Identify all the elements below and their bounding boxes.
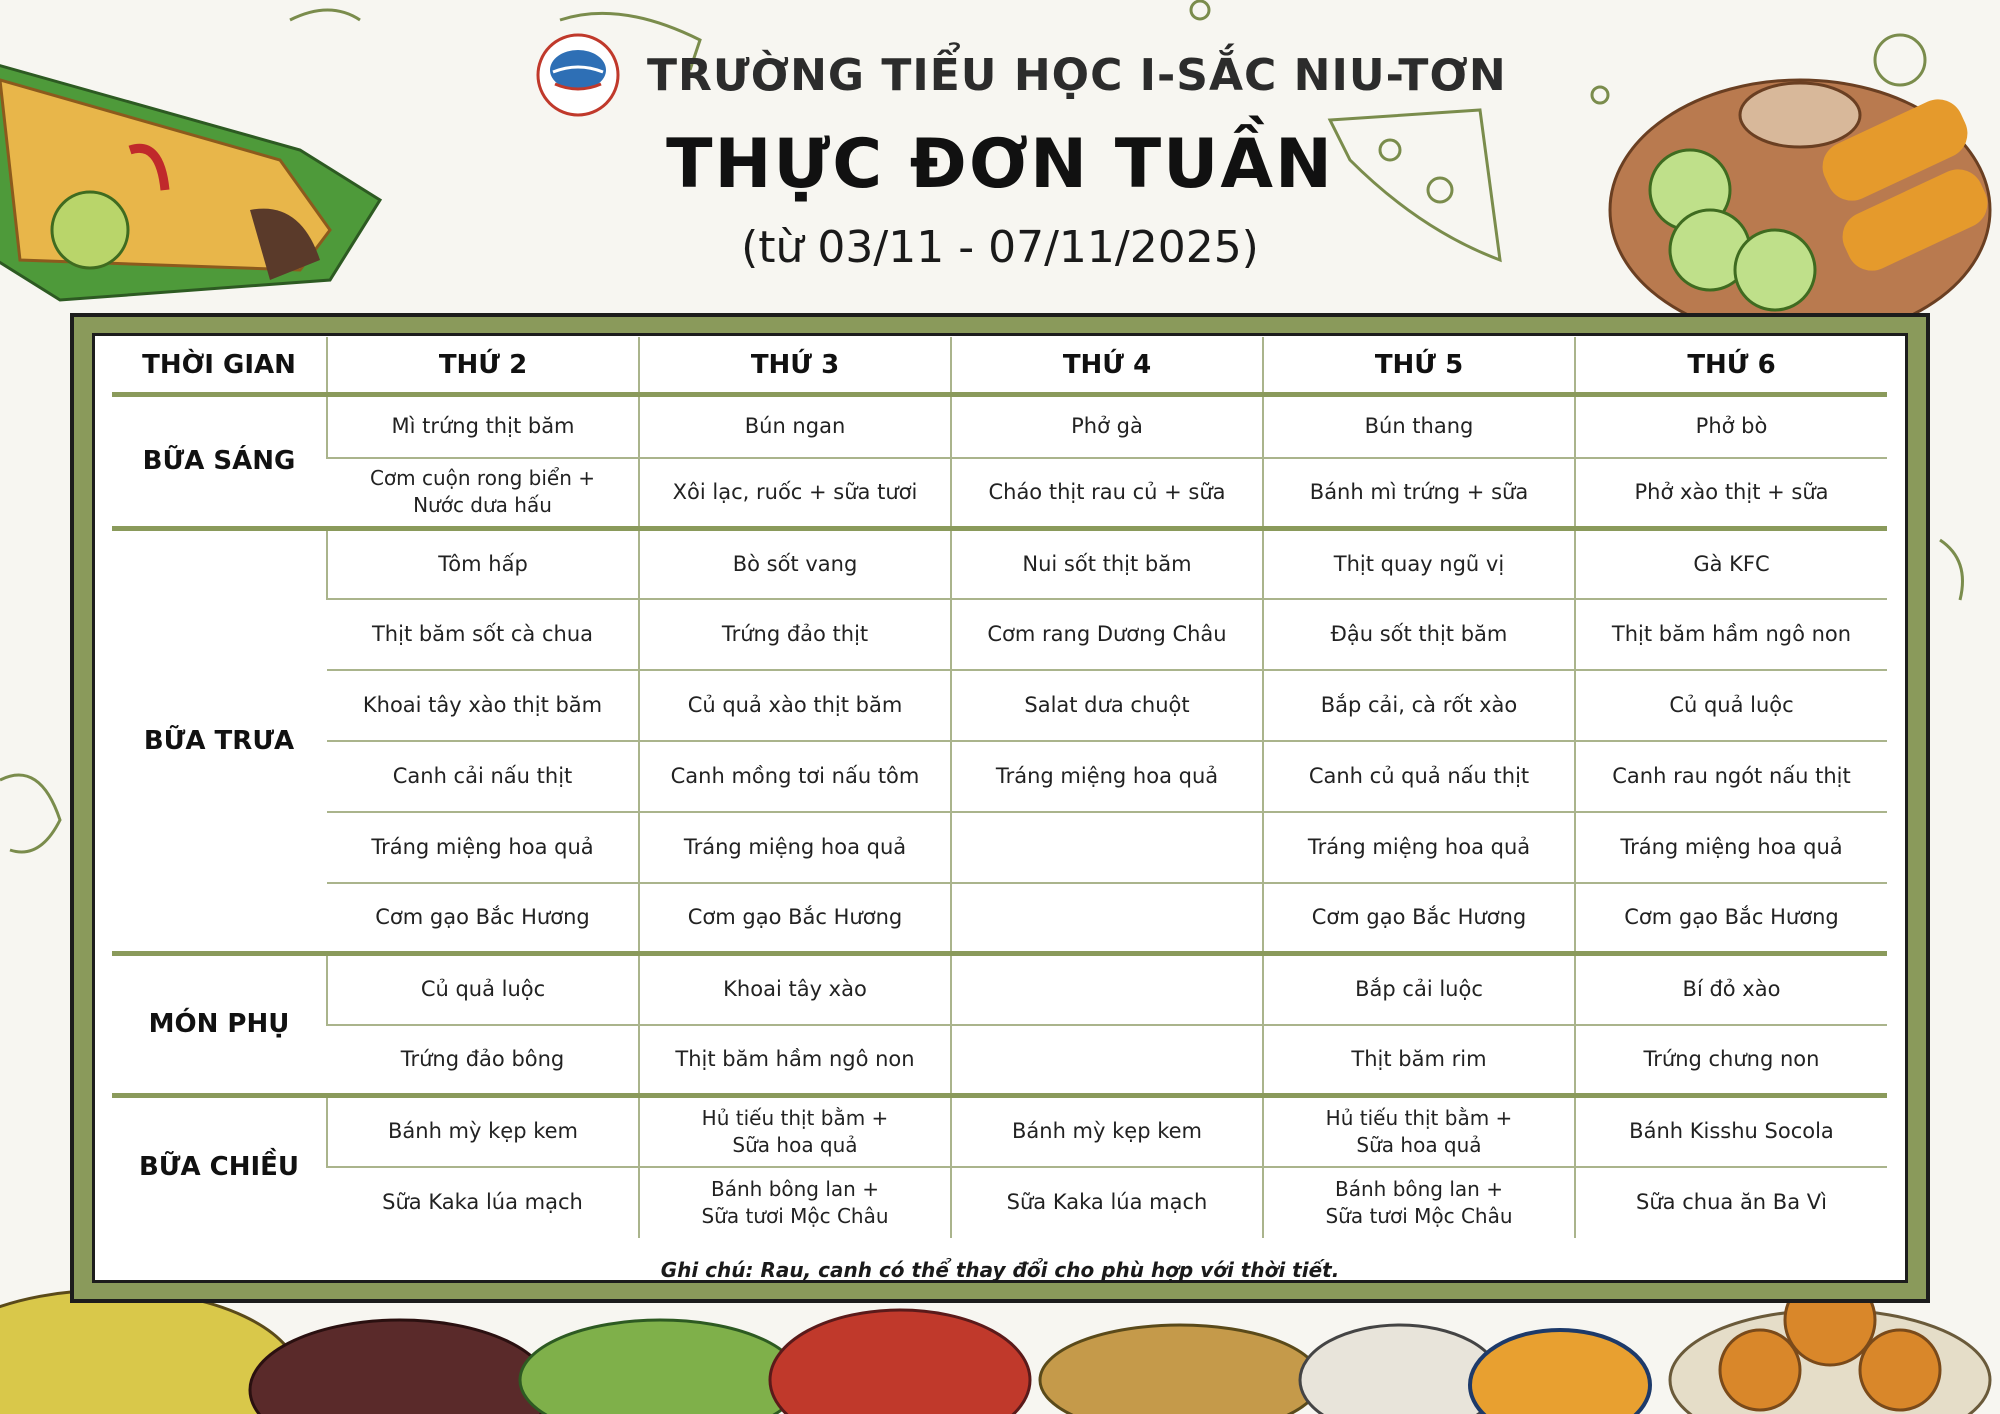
side-dish-label: MÓN PHỤ — [112, 954, 327, 1096]
menu-cell-wednesday: Nui sốt thịt băm — [951, 529, 1263, 599]
menu-cell-wednesday: Bánh mỳ kẹp kem — [951, 1096, 1263, 1167]
breakfast-label: BỮA SÁNG — [112, 395, 327, 529]
menu-cell-thursday: Hủ tiếu thịt bằm + Sữa hoa quả — [1263, 1096, 1575, 1167]
breakfast-row — [112, 458, 1887, 529]
menu-cell-friday: Gà KFC — [1575, 529, 1887, 599]
menu-cell-wednesday — [951, 812, 1263, 883]
header-tuesday: THỨ 3 — [639, 337, 951, 395]
header-time: THỜI GIAN — [112, 337, 327, 395]
menu-cell-thursday: Đậu sốt thịt băm — [1263, 599, 1575, 670]
menu-cell-monday: Mì trứng thịt băm — [327, 395, 639, 458]
menu-cell-thursday: Bắp cải luộc — [1263, 954, 1575, 1025]
menu-cell-friday: Bí đỏ xào — [1575, 954, 1887, 1025]
menu-cell-thursday: Tráng miệng hoa quả — [1263, 812, 1575, 883]
menu-cell-friday: Củ quả luộc — [1575, 670, 1887, 741]
menu-cell-wednesday: Salat dưa chuột — [951, 670, 1263, 741]
menu-cell-monday: Khoai tây xào thịt băm — [327, 670, 639, 741]
menu-cell-monday: Trứng đảo bông — [327, 1025, 639, 1096]
header-wednesday: THỨ 4 — [951, 337, 1263, 395]
menu-cell-tuesday: Canh mồng tơi nấu tôm — [639, 741, 951, 812]
menu-cell-wednesday: Sữa Kaka lúa mạch — [951, 1167, 1263, 1238]
menu-cell-monday: Tráng miệng hoa quả — [327, 812, 639, 883]
menu-cell-monday: Tôm hấp — [327, 529, 639, 599]
menu-cell-tuesday: Xôi lạc, ruốc + sữa tươi — [639, 458, 951, 529]
menu-cell-tuesday: Khoai tây xào — [639, 954, 951, 1025]
lunch-row — [112, 812, 1887, 883]
menu-cell-tuesday: Thịt băm hầm ngô non — [639, 1025, 951, 1096]
lunch-row — [112, 741, 1887, 812]
menu-cell-wednesday — [951, 1025, 1263, 1096]
menu-cell-wednesday: Cơm rang Dương Châu — [951, 599, 1263, 670]
menu-cell-monday: Củ quả luộc — [327, 954, 639, 1025]
menu-cell-tuesday: Trứng đảo thịt — [639, 599, 951, 670]
breakfast-row — [112, 395, 1887, 458]
menu-cell-wednesday: Tráng miệng hoa quả — [951, 741, 1263, 812]
menu-cell-tuesday: Củ quả xào thịt băm — [639, 670, 951, 741]
menu-cell-friday: Thịt băm hầm ngô non — [1575, 599, 1887, 670]
date-range: (từ 03/11 - 07/11/2025) — [741, 222, 1259, 273]
page-title: THỰC ĐƠN TUẦN — [666, 125, 1334, 204]
menu-cell-friday: Bánh Kisshu Socola — [1575, 1096, 1887, 1167]
school-name: TRƯỜNG TIỂU HỌC I-SẮC NIU-TƠN — [647, 49, 1507, 101]
menu-cell-thursday: Thịt băm rim — [1263, 1025, 1575, 1096]
menu-cell-tuesday: Tráng miệng hoa quả — [639, 812, 951, 883]
menu-cell-friday: Sữa chua ăn Ba Vì — [1575, 1167, 1887, 1238]
menu-cell-tuesday: Hủ tiếu thịt bằm + Sữa hoa quả — [639, 1096, 951, 1167]
school-logo-icon — [535, 32, 621, 118]
menu-cell-monday: Sữa Kaka lúa mạch — [382, 1190, 583, 1214]
menu-cell-monday: Thịt băm sốt cà chua — [327, 599, 639, 670]
header — [0, 0, 2000, 300]
menu-cell-tuesday: Bánh bông lan + Sữa tươi Mộc Châu — [639, 1167, 951, 1238]
menu-cell-monday: Cơm cuộn rong biển + Nước dưa hấu — [327, 458, 639, 529]
lunch-row — [112, 599, 1887, 670]
menu-cell-tuesday: Bún ngan — [639, 395, 951, 458]
footnote: Ghi chú: Rau, canh có thể thay đổi cho phù hợp với thời tiết. — [660, 1258, 1340, 1282]
afternoon-row — [112, 1167, 1887, 1238]
menu-cell-wednesday — [951, 883, 1263, 954]
menu-cell-friday: Phở bò — [1575, 395, 1887, 458]
menu-cell-thursday: Bún thang — [1263, 395, 1575, 458]
menu-cell-thursday: Bánh mì trứng + sữa — [1263, 458, 1575, 529]
header-monday: THỨ 2 — [327, 337, 639, 395]
menu-cell-friday: Tráng miệng hoa quả — [1575, 812, 1887, 883]
menu-cell-friday: Trứng chưng non — [1575, 1025, 1887, 1096]
menu-cell-wednesday: Cháo thịt rau củ + sữa — [951, 458, 1263, 529]
menu-cell-thursday: Bánh bông lan + Sữa tươi Mộc Châu — [1263, 1167, 1575, 1238]
menu-cell-friday: Cơm gạo Bắc Hương — [1575, 883, 1887, 954]
lunch-row — [112, 529, 1887, 599]
menu-cell-tuesday: Bò sốt vang — [639, 529, 951, 599]
menu-cell-wednesday: Phở gà — [951, 395, 1263, 458]
menu-cell-monday: Cơm gạo Bắc Hương — [327, 883, 639, 954]
afternoon-label: BỮA CHIỀU — [138, 1152, 300, 1183]
lunch-row — [112, 670, 1887, 741]
menu-cell-thursday: Cơm gạo Bắc Hương — [1263, 883, 1575, 954]
menu-cell-friday: Canh rau ngót nấu thịt — [1575, 741, 1887, 812]
header-thursday: THỨ 5 — [1263, 337, 1575, 395]
menu-table — [112, 337, 1887, 1238]
header-friday: THỨ 6 — [1575, 337, 1887, 395]
menu-cell-thursday: Canh củ quả nấu thịt — [1263, 741, 1575, 812]
menu-cell-monday: Bánh mỳ kẹp kem — [327, 1096, 639, 1167]
header-row — [112, 337, 1887, 395]
menu-cell-tuesday: Cơm gạo Bắc Hương — [639, 883, 951, 954]
school-row — [535, 30, 1507, 120]
menu-cell-wednesday — [951, 954, 1263, 1025]
menu-cell-friday: Phở xào thịt + sữa — [1575, 458, 1887, 529]
menu-cell-thursday: Thịt quay ngũ vị — [1263, 529, 1575, 599]
menu-cell-monday: Canh cải nấu thịt — [327, 741, 639, 812]
lunch-label: BỮA TRƯA — [112, 529, 327, 954]
afternoon-row — [112, 1096, 1887, 1167]
side-dish-row — [112, 954, 1887, 1025]
lunch-row — [112, 883, 1887, 954]
side-dish-row — [112, 1025, 1887, 1096]
menu-cell-thursday: Bắp cải, cà rốt xào — [1263, 670, 1575, 741]
menu-body — [112, 395, 1887, 1238]
